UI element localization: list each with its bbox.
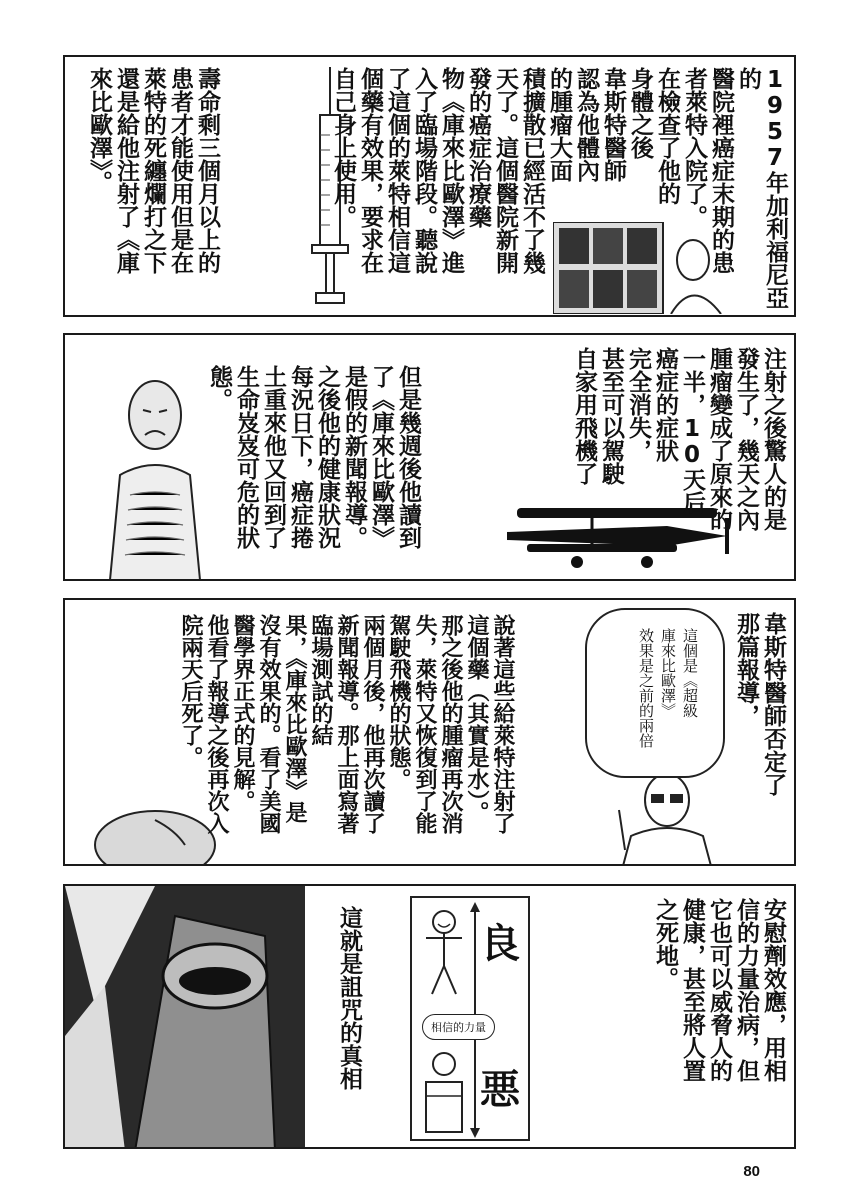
narration-line: 1957年加利福尼亞的	[735, 67, 788, 309]
doctor-figure	[605, 770, 735, 866]
narration-line: 發的癌症治療藥	[465, 67, 491, 228]
panel-2-narration-left	[205, 365, 421, 575]
narration-line: 健康，甚至將人置	[679, 898, 705, 1082]
patient-figure	[95, 365, 215, 580]
panel-4	[63, 884, 796, 1149]
narration-line: 韋斯特醫師否定了	[760, 612, 786, 796]
good-label: 良	[480, 920, 520, 967]
narration-line: 臨場測試的結	[308, 614, 333, 746]
narration-line: 但是幾週後他讀到	[395, 365, 421, 549]
narration-line: 自家用飛機了	[571, 347, 597, 485]
narration-line: 了《庫來比歐澤》	[368, 365, 394, 549]
speech-text	[635, 628, 701, 768]
panel-2-narration-right	[570, 347, 786, 572]
narration-line: 的腫瘤大面	[546, 67, 572, 182]
narration-line: 它也可以威脅人的	[706, 898, 732, 1082]
belief-diagram	[410, 896, 530, 1141]
narration-line: 是假的新聞報導。	[341, 365, 367, 549]
narration-line: 這個藥（其實是水）。	[464, 614, 489, 823]
narration-line: 天了。這個醫院新開	[492, 67, 518, 274]
narration-line: 他看了報導之後再次入	[204, 614, 229, 834]
narration-line: 積擴散已經活不了幾	[519, 67, 545, 274]
narration-line: 物《庫來比歐澤》進	[438, 67, 464, 274]
panel-1-narration-left	[85, 67, 220, 312]
speech-line: 這個是《超級	[681, 628, 699, 718]
narration-line: 入了臨場階段。聽說	[411, 67, 437, 274]
narration-line: 腫瘤變成了原來的	[706, 347, 732, 531]
narration-line: 認為他體內	[573, 67, 599, 182]
page-number: 80	[743, 1163, 760, 1180]
narration-line: 注射之後驚人的是	[760, 347, 786, 531]
narration-line: 醫院裡癌症末期的患	[708, 67, 734, 274]
panel-4-narration-left	[335, 906, 362, 1141]
panel-3-narration-left	[177, 614, 515, 859]
narration-line: 土重來他又回到了	[260, 365, 286, 549]
panel-4-narration-right	[651, 898, 786, 1138]
narration-line: 駕駛飛機的狀態。	[386, 614, 411, 790]
narration-line: 了這個的萊特相信這	[384, 67, 410, 274]
panel-3-narration-right	[732, 612, 786, 857]
narration-line: 者萊特入院了。	[681, 67, 707, 228]
narration-line: 個藥有效果，要求在	[357, 67, 383, 274]
narration-line: 兩個月後，他再次讀了	[360, 614, 385, 834]
narration-line: 甚至可以駕駛	[598, 347, 624, 485]
narration-line: 韋斯特醫師	[600, 67, 626, 182]
narration-line: 發生了，幾天之內	[733, 347, 759, 531]
narration-line: 醫學界正式的見解。	[230, 614, 255, 812]
narration-line: 之後他的健康狀況	[314, 365, 340, 549]
narration-line: 患者才能使用但是在	[167, 67, 193, 274]
speech-line: 效果是之前的兩倍	[637, 628, 655, 748]
narration-line: 那之後他的腫瘤再次消	[438, 614, 463, 834]
narration-line: 沒有效果的。看了美國	[256, 614, 281, 834]
panel-2	[63, 333, 796, 581]
narration-line: 自己身上使用。	[330, 67, 356, 228]
narration-line: 每況日下，癌症捲	[287, 365, 313, 549]
narration-line: 一半，10天后	[679, 347, 705, 514]
narration-line: 這就是詛咒的真相	[336, 906, 362, 1090]
bad-label: 悪	[480, 1066, 520, 1113]
narration-line: 失，萊特又恢復到了能	[412, 614, 437, 834]
narration-line: 壽命剩三個月以上的	[194, 67, 220, 274]
narration-line: 身體之後	[627, 67, 653, 159]
narration-line: 安慰劑效應，用相	[760, 898, 786, 1082]
speech-line: 庫來比歐澤》	[659, 628, 677, 718]
narration-line: 之死地。	[652, 898, 678, 990]
narration-line: 信的力量治病，但	[733, 898, 759, 1082]
narration-line: 態。	[206, 365, 232, 411]
narration-line: 果，《庫來比歐澤》是	[282, 614, 307, 823]
belief-power-label: 相信的力量	[422, 1014, 495, 1040]
speech-bubble	[585, 608, 725, 778]
narration-line: 完全消失，	[625, 347, 651, 462]
narration-line: 萊特的死纏爛打之下	[140, 67, 166, 274]
panel-3	[63, 598, 796, 866]
narration-line: 院兩天后死了。	[178, 614, 203, 768]
narration-line: 來比歐澤》。	[86, 67, 112, 194]
sick-figure-icon	[420, 1048, 468, 1136]
narration-line: 在檢查了他的	[654, 67, 680, 205]
happy-figure-icon	[422, 908, 466, 998]
panel-1	[63, 55, 796, 317]
narration-line: 癌症的症狀	[652, 347, 678, 462]
narration-line: 那篇報導，	[733, 612, 759, 727]
narration-line: 生命岌岌可危的狀	[233, 365, 259, 549]
panel-1-narration	[329, 67, 788, 312]
narration-line: 新聞報導。那上面寫著	[334, 614, 359, 834]
cursed-face-art	[65, 886, 305, 1149]
narration-line: 說著這些給萊特注射了	[490, 614, 515, 834]
narration-line: 還是給他注射了《庫	[113, 67, 139, 274]
